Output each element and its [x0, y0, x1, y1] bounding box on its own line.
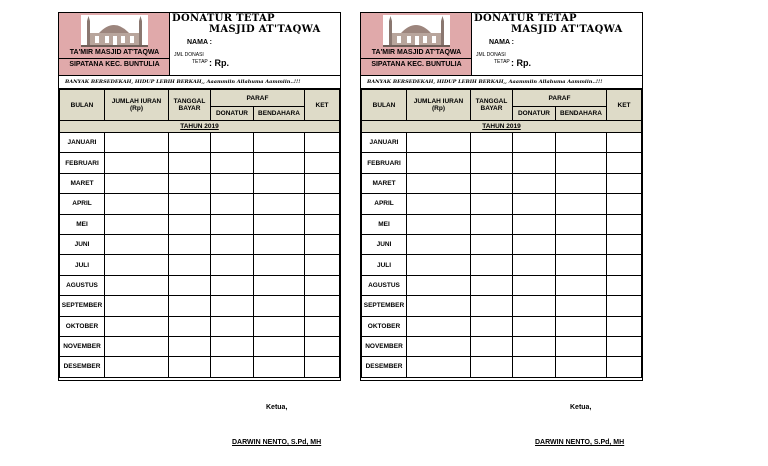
ket-cell[interactable]: [305, 336, 340, 356]
donatur-paraf-cell[interactable]: [513, 316, 556, 336]
jumlah-cell[interactable]: [105, 255, 169, 275]
bendahara-paraf-cell[interactable]: [254, 234, 305, 254]
bendahara-paraf-cell[interactable]: [254, 153, 305, 173]
donatur-paraf-cell[interactable]: [211, 296, 254, 316]
bendahara-paraf-cell[interactable]: [556, 357, 607, 377]
tanggal-cell[interactable]: [471, 275, 513, 295]
ket-cell[interactable]: [607, 153, 642, 173]
month-label: FEBRUARI: [362, 153, 407, 173]
col-jumlah-iuran: [105, 90, 169, 121]
ket-cell[interactable]: [305, 194, 340, 214]
month-label: AGUSTUS: [362, 275, 407, 295]
bendahara-paraf-cell[interactable]: [556, 173, 607, 193]
donatur-paraf-cell[interactable]: [513, 214, 556, 234]
tetap-label: TETAP: [494, 59, 510, 65]
month-label: MEI: [362, 214, 407, 234]
signature-name: DARWIN NENTO, S.Pd, MH: [232, 439, 322, 446]
table-row: [60, 214, 340, 234]
ket-cell[interactable]: [305, 316, 340, 336]
bendahara-paraf-cell[interactable]: [254, 296, 305, 316]
month-label: FEBRUARI: [60, 153, 105, 173]
tanggal-cell[interactable]: [471, 336, 513, 356]
jumlah-cell[interactable]: [105, 275, 169, 295]
tanggal-cell[interactable]: [471, 194, 513, 214]
bendahara-paraf-cell[interactable]: [254, 275, 305, 295]
table-row: [60, 316, 340, 336]
bendahara-paraf-cell[interactable]: [254, 316, 305, 336]
ket-cell[interactable]: [607, 133, 642, 153]
donatur-paraf-cell[interactable]: [211, 173, 254, 193]
jumlah-cell[interactable]: [105, 194, 169, 214]
month-label: MARET: [362, 173, 407, 193]
table-row: [362, 275, 642, 295]
jumlah-cell[interactable]: [407, 296, 471, 316]
ket-cell[interactable]: [607, 296, 642, 316]
divider: [59, 58, 169, 59]
ket-cell[interactable]: [305, 275, 340, 295]
col-bayar-label: BAYAR: [178, 105, 201, 112]
table-row: [362, 255, 642, 275]
table-row: [60, 357, 340, 377]
table-row: [60, 275, 340, 295]
month-label: OKTOBER: [362, 316, 407, 336]
card-title-line2: MASJID AT'TAQWA: [209, 24, 321, 35]
donatur-paraf-cell[interactable]: [211, 316, 254, 336]
slogan: BANYAK BERSEDEKAH, HIDUP LEBIH BERKAH,, Aaammiin Allahuma Aammiin..!!!: [59, 76, 340, 89]
slogan: BANYAK BERSEDEKAH, HIDUP LEBIH BERKAH,, Aaammiin Allahuma Aammiin..!!!: [361, 76, 642, 89]
ket-cell[interactable]: [607, 316, 642, 336]
ket-cell[interactable]: [305, 214, 340, 234]
card-title-line2: MASJID AT'TAQWA: [511, 24, 623, 35]
nama-label: NAMA :: [187, 39, 213, 46]
tanggal-cell[interactable]: [471, 255, 513, 275]
table-row: [60, 234, 340, 254]
table-row: [60, 153, 340, 173]
table-row: [362, 194, 642, 214]
table-row: [60, 133, 340, 153]
month-label: MARET: [60, 173, 105, 193]
bendahara-paraf-cell[interactable]: [556, 153, 607, 173]
col-ket: KET: [607, 90, 642, 121]
mosque-logo-icon: [81, 15, 148, 47]
mosque-logo-icon: [383, 15, 450, 47]
ket-cell[interactable]: [607, 214, 642, 234]
table-row: [362, 214, 642, 234]
table-row: [60, 336, 340, 356]
jumlah-cell[interactable]: [105, 173, 169, 193]
donatur-paraf-cell[interactable]: [513, 234, 556, 254]
signature-role: Ketua,: [266, 404, 288, 411]
ket-cell[interactable]: [305, 133, 340, 153]
jml-donasi-label: JML DONASI: [476, 52, 506, 58]
jumlah-cell[interactable]: [407, 234, 471, 254]
card-header: [361, 13, 642, 76]
jumlah-cell[interactable]: [407, 173, 471, 193]
year-row: [60, 121, 340, 133]
jumlah-cell[interactable]: [407, 133, 471, 153]
month-label: DESEMBER: [362, 357, 407, 377]
bendahara-paraf-cell[interactable]: [556, 336, 607, 356]
card-frame: [360, 12, 643, 381]
tanggal-cell[interactable]: [169, 173, 211, 193]
year-label: TAHUN 2019: [180, 123, 219, 130]
jumlah-cell[interactable]: [407, 194, 471, 214]
month-label: OKTOBER: [60, 316, 105, 336]
bendahara-paraf-cell[interactable]: [556, 316, 607, 336]
donatur-paraf-cell[interactable]: [513, 133, 556, 153]
tanggal-cell[interactable]: [169, 133, 211, 153]
bendahara-paraf-cell[interactable]: [556, 255, 607, 275]
table-row: [362, 173, 642, 193]
donatur-paraf-cell[interactable]: [211, 153, 254, 173]
month-label: MEI: [60, 214, 105, 234]
donation-card-left: [58, 12, 341, 446]
donation-card-right: [360, 12, 643, 446]
ket-cell[interactable]: [305, 234, 340, 254]
tanggal-cell[interactable]: [471, 153, 513, 173]
month-label: JUNI: [362, 234, 407, 254]
tanggal-cell[interactable]: [169, 194, 211, 214]
col-bulan: BULAN: [362, 90, 407, 121]
table-row: [362, 357, 642, 377]
bendahara-paraf-cell[interactable]: [556, 275, 607, 295]
tanggal-cell[interactable]: [169, 275, 211, 295]
logo-panel: [59, 13, 170, 75]
donatur-paraf-cell[interactable]: [211, 336, 254, 356]
tanggal-cell[interactable]: [169, 316, 211, 336]
jumlah-cell[interactable]: [407, 153, 471, 173]
org-location: SIPATANA KEC. BUNTULIA: [371, 61, 462, 68]
card-header: [59, 13, 340, 76]
month-label: JULI: [60, 255, 105, 275]
month-label: AGUSTUS: [60, 275, 105, 295]
table-row: [60, 194, 340, 214]
ket-cell[interactable]: [607, 336, 642, 356]
table-row: [362, 296, 642, 316]
jumlah-cell[interactable]: [105, 133, 169, 153]
tanggal-cell[interactable]: [169, 234, 211, 254]
col-jumlah-label: JUMLAH IURAN: [413, 98, 464, 105]
donation-table: [59, 89, 340, 378]
jumlah-cell[interactable]: [105, 336, 169, 356]
bendahara-paraf-cell[interactable]: [556, 194, 607, 214]
card-title-line1: DONATUR TETAP: [474, 13, 577, 24]
ket-cell[interactable]: [305, 153, 340, 173]
tanggal-cell[interactable]: [169, 296, 211, 316]
tanggal-cell[interactable]: [169, 357, 211, 377]
bendahara-paraf-cell[interactable]: [254, 194, 305, 214]
month-label: SEPTEMBER: [362, 296, 407, 316]
col-tanggal-label: TANGGAL: [475, 98, 508, 105]
divider: [361, 58, 471, 59]
donation-table: [361, 89, 642, 378]
nama-label: NAMA :: [489, 39, 515, 46]
col-jumlah-label: JUMLAH IURAN: [111, 98, 162, 105]
ket-cell[interactable]: [607, 357, 642, 377]
jumlah-cell[interactable]: [105, 357, 169, 377]
month-label: NOVEMBER: [362, 336, 407, 356]
tanggal-cell[interactable]: [471, 296, 513, 316]
jumlah-cell[interactable]: [105, 234, 169, 254]
table-row: [60, 255, 340, 275]
jumlah-cell[interactable]: [407, 316, 471, 336]
ket-cell[interactable]: [305, 173, 340, 193]
bendahara-paraf-cell[interactable]: [556, 234, 607, 254]
donatur-paraf-cell[interactable]: [513, 194, 556, 214]
ket-cell[interactable]: [607, 194, 642, 214]
bendahara-paraf-cell[interactable]: [556, 133, 607, 153]
col-jumlah-unit: (Rp): [130, 105, 143, 112]
donatur-paraf-cell[interactable]: [211, 133, 254, 153]
jumlah-cell[interactable]: [407, 336, 471, 356]
bendahara-paraf-cell[interactable]: [254, 255, 305, 275]
rp-label: : Rp.: [511, 58, 531, 68]
month-label: JUNI: [60, 234, 105, 254]
donatur-paraf-cell[interactable]: [513, 275, 556, 295]
bendahara-paraf-cell[interactable]: [254, 173, 305, 193]
col-bendahara: BENDAHARA: [556, 107, 607, 121]
jumlah-cell[interactable]: [407, 275, 471, 295]
month-label: DESEMBER: [60, 357, 105, 377]
bendahara-paraf-cell[interactable]: [254, 133, 305, 153]
bendahara-paraf-cell[interactable]: [254, 357, 305, 377]
jumlah-cell[interactable]: [105, 214, 169, 234]
table-row: [60, 296, 340, 316]
jumlah-cell[interactable]: [407, 357, 471, 377]
jumlah-cell[interactable]: [105, 296, 169, 316]
donatur-paraf-cell[interactable]: [211, 194, 254, 214]
month-label: JANUARI: [60, 133, 105, 153]
logo-panel: [361, 13, 472, 75]
col-tanggal-bayar: [169, 90, 211, 121]
table-row: [362, 153, 642, 173]
rp-label: : Rp.: [209, 58, 229, 68]
ket-cell[interactable]: [607, 275, 642, 295]
col-jumlah-unit: (Rp): [432, 105, 445, 112]
ket-cell[interactable]: [607, 234, 642, 254]
jumlah-cell[interactable]: [407, 255, 471, 275]
tanggal-cell[interactable]: [471, 173, 513, 193]
tanggal-cell[interactable]: [169, 336, 211, 356]
signature-role: Ketua,: [570, 404, 592, 411]
jumlah-cell[interactable]: [105, 316, 169, 336]
donatur-paraf-cell[interactable]: [513, 296, 556, 316]
jumlah-cell[interactable]: [105, 153, 169, 173]
org-name: TA'MIR MASJID AT'TAQWA: [69, 49, 160, 56]
month-label: NOVEMBER: [60, 336, 105, 356]
donatur-paraf-cell[interactable]: [513, 173, 556, 193]
tanggal-cell[interactable]: [169, 153, 211, 173]
bendahara-paraf-cell[interactable]: [254, 214, 305, 234]
signature-name: DARWIN NENTO, S.Pd, MH: [535, 439, 625, 446]
ket-cell[interactable]: [607, 255, 642, 275]
year-row: [362, 121, 642, 133]
col-tanggal-bayar: [471, 90, 513, 121]
bendahara-paraf-cell[interactable]: [556, 296, 607, 316]
tanggal-cell[interactable]: [471, 133, 513, 153]
col-jumlah-iuran: [407, 90, 471, 121]
card-frame: [58, 12, 341, 381]
tanggal-cell[interactable]: [471, 357, 513, 377]
donatur-paraf-cell[interactable]: [211, 214, 254, 234]
card-title-line1: DONATUR TETAP: [172, 13, 275, 24]
col-donatur: DONATUR: [513, 107, 556, 121]
month-label: JULI: [362, 255, 407, 275]
donatur-paraf-cell[interactable]: [513, 336, 556, 356]
table-row: [60, 173, 340, 193]
ket-cell[interactable]: [305, 255, 340, 275]
year-label: TAHUN 2019: [482, 123, 521, 130]
donatur-paraf-cell[interactable]: [513, 153, 556, 173]
bendahara-paraf-cell[interactable]: [556, 214, 607, 234]
col-bayar-label: BAYAR: [480, 105, 503, 112]
month-label: APRIL: [60, 194, 105, 214]
tanggal-cell[interactable]: [471, 214, 513, 234]
col-tanggal-label: TANGGAL: [173, 98, 206, 105]
jumlah-cell[interactable]: [407, 214, 471, 234]
tanggal-cell[interactable]: [471, 316, 513, 336]
tanggal-cell[interactable]: [169, 214, 211, 234]
tanggal-cell[interactable]: [471, 234, 513, 254]
table-row: [362, 316, 642, 336]
col-paraf: PARAF: [211, 90, 305, 107]
jml-donasi-label: JML DONASI: [174, 52, 204, 58]
col-paraf: PARAF: [513, 90, 607, 107]
col-bulan: BULAN: [60, 90, 105, 121]
org-name: TA'MIR MASJID AT'TAQWA: [371, 49, 462, 56]
col-bendahara: BENDAHARA: [254, 107, 305, 121]
donatur-paraf-cell[interactable]: [211, 357, 254, 377]
ket-cell[interactable]: [607, 173, 642, 193]
donatur-paraf-cell[interactable]: [211, 234, 254, 254]
month-label: APRIL: [362, 194, 407, 214]
month-label: SEPTEMBER: [60, 296, 105, 316]
donatur-paraf-cell[interactable]: [211, 275, 254, 295]
donatur-paraf-cell[interactable]: [513, 357, 556, 377]
table-row: [362, 234, 642, 254]
table-row: [362, 336, 642, 356]
table-row: [362, 133, 642, 153]
col-donatur: DONATUR: [211, 107, 254, 121]
ket-cell[interactable]: [305, 357, 340, 377]
ket-cell[interactable]: [305, 296, 340, 316]
bendahara-paraf-cell[interactable]: [254, 336, 305, 356]
col-ket: KET: [305, 90, 340, 121]
month-label: JANUARI: [362, 133, 407, 153]
donatur-paraf-cell[interactable]: [211, 255, 254, 275]
org-location: SIPATANA KEC. BUNTULIA: [69, 61, 160, 68]
tanggal-cell[interactable]: [169, 255, 211, 275]
tetap-label: TETAP: [192, 59, 208, 65]
donatur-paraf-cell[interactable]: [513, 255, 556, 275]
